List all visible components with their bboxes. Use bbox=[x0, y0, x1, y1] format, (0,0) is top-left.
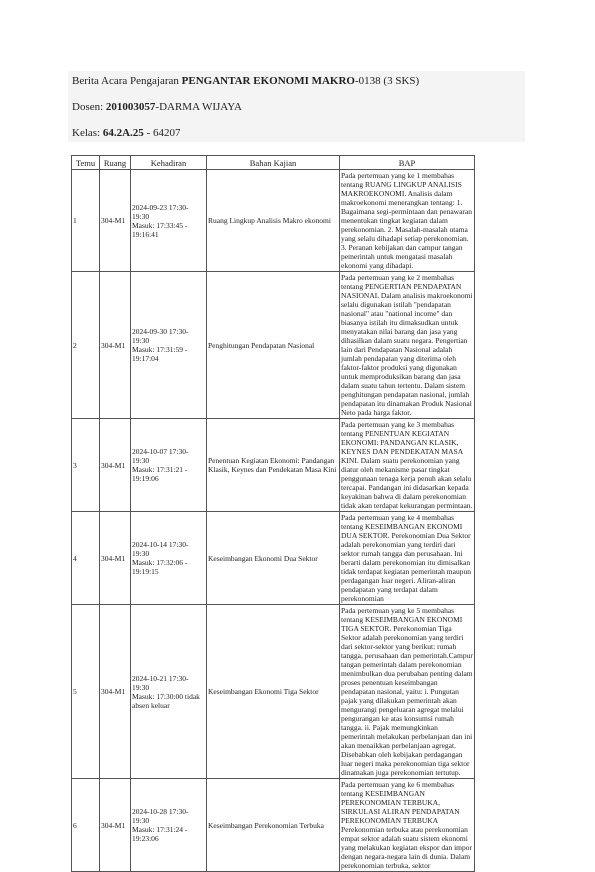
check-in: Masuk: 17:31:21 - 19:19:06 bbox=[132, 465, 188, 483]
lecturer-label: Dosen: bbox=[72, 101, 106, 113]
table-row bbox=[72, 512, 475, 605]
room: 304-M1 bbox=[100, 419, 131, 512]
attendance bbox=[131, 272, 207, 419]
attendance bbox=[131, 170, 207, 272]
header-bap: BAP bbox=[340, 156, 475, 170]
attendance bbox=[131, 419, 207, 512]
room: 304-M1 bbox=[100, 605, 131, 779]
meeting-number: 3 bbox=[72, 419, 100, 512]
schedule: 2024-10-07 17:30-19:30 bbox=[132, 447, 189, 465]
table-row bbox=[72, 779, 475, 872]
title-prefix: Berita Acara Pengajaran bbox=[72, 75, 182, 87]
attendance bbox=[131, 779, 207, 872]
table-header-row bbox=[72, 156, 475, 170]
room: 304-M1 bbox=[100, 170, 131, 272]
schedule: 2024-09-23 17:30-19:30 bbox=[132, 202, 189, 221]
topic: Keseimbangan Ekonomi Dua Sektor bbox=[207, 512, 340, 605]
topic: Penentuan Kegiatan Ekonomi: Pandangan Klasik, Keynes dan Pendekatan Masa Kini bbox=[207, 419, 340, 512]
teaching-record-table bbox=[71, 155, 475, 872]
header-bahan-kajian: Bahan Kajian bbox=[207, 156, 340, 170]
check-in: Masuk: 17:30:00 tidak absen keluar bbox=[132, 691, 200, 710]
schedule: 2024-10-14 17:30-19:30 bbox=[132, 540, 189, 558]
room: 304-M1 bbox=[100, 512, 131, 605]
schedule: 2024-09-30 17:30-19:30 bbox=[132, 327, 189, 345]
meeting-summary: Pada pertemuan yang ke 6 membahas tentang KESEIMBANGAN PEREKONOMIAN TERBUKA, SIRKULASI ALIRAN PENDAPATAN PEREKONOMIAN TERBUKA Perekonomian terbuka atau perekonomian empat sektor adalah suatu sistem ekonomi yang melakukan kegiatan ekspor dan impor dengan negara-negara lain di dunia. Dalam perekonomian terbuka, sektor bbox=[340, 779, 475, 872]
header-kehadiran: Kehadiran bbox=[131, 156, 207, 170]
header-temu: Temu bbox=[72, 156, 100, 170]
table-row bbox=[72, 272, 475, 419]
meeting-number: 6 bbox=[72, 779, 100, 872]
meeting-number: 5 bbox=[72, 605, 100, 779]
attendance bbox=[131, 512, 207, 605]
schedule: 2024-10-28 17:30-19:30 bbox=[132, 807, 189, 825]
meeting-number: 2 bbox=[72, 272, 100, 419]
lecturer-id: 201003057 bbox=[105, 101, 156, 113]
room: 304-M1 bbox=[100, 272, 131, 419]
class-code: 64.2A.25 bbox=[102, 127, 144, 139]
meeting-summary: Pada pertemuan yang ke 2 membahas tentang PENGERTIAN PENDAPATAN NASIONAL Dalam analisis makroekonomi selalu digunakan istilah "pendapatan nasional" atau "national income" dan biasanya istilah itu dimaksudkan untuk menyatakan nilai barang dan jasa yang dihasilkan dalam suatu negara. Pengertian lain dari Pendapatan Nasional adalah jumlah pendapatan yang diterima oleh faktor-faktor produksi yang digunakan untuk memproduksikan barang dan jasa dalam suatu tahun tertentu. Dalam sistem penghitungan pendapatan nasional, jumlah pendapatan itu dinamakan Produk Nasional Neto pada harga faktor. bbox=[341, 273, 473, 417]
table-row bbox=[72, 605, 475, 779]
course-name: PENGANTAR EKONOMI MAKRO bbox=[181, 75, 355, 87]
course-code: -0138 (3 SKS) bbox=[355, 75, 420, 87]
class-label: Kelas: bbox=[72, 127, 103, 139]
meeting-summary: Pada pertemuan yang ke 5 membahas tentang KESEIMBANGAN EKONOMI TIGA SEKTOR. Perekonomian Tiga Sektor adalah perekonomian yang terdiri dari sektor-sektor yang berikut: rumah tangga, perusahaan dan pemerintah.Campur tangan pemerintah dalam perekonomian menimbulkan dua perubahan penting dalam proses penentuan keseimbangan pendapatan nasional, yaitu: i. Pungutan pajak yang dilakukan pemerintah akan mengurangi pengeluaran agregat melalui pengurangan ke atas konsumsi rumah tangga. ii. Pajak memungkinkan pemerintah melakukan perbelanjaan dan ini akan menaikkan perbelanjaan agregat. Disebabkan oleh kebijakan perdagangan luar negeri maka perekonomian tiga sektor dinamakan juga perekonomian tertutup. bbox=[341, 606, 473, 777]
topic: Keseimbangan Ekonomi Tiga Sektor bbox=[207, 605, 340, 779]
meeting-number: 4 bbox=[72, 512, 100, 605]
topic: Keseimbangan Perekonomian Terbuka bbox=[207, 779, 340, 872]
meeting-summary: Pada pertemuan yang ke 3 membahas tentang PENENTUAN KEGIATAN EKONOMI: PANDANGAN KLASIK, KEYNES DAN PENDEKATAN MASA KINI. Dalam suatu perekonomian yang diatur oleh mekanisme pasar tingkat penggunaan tenaga kerja penuh akan selalu tercapai. Pandangan ini didasarkan kepada keyakinan bahwa di dalam perekonomian tidak akan terdapat kekurangan permintaan. bbox=[340, 419, 475, 512]
check-in: Masuk: 17:31:24 - 19:23:06 bbox=[132, 825, 188, 843]
check-in: Masuk: 17:31:59 - 19:17:04 bbox=[132, 345, 188, 363]
table-row bbox=[72, 419, 475, 512]
topic: Ruang Lingkup Analisis Makro ekonomi bbox=[207, 170, 340, 272]
report-header bbox=[68, 71, 525, 142]
attendance bbox=[131, 605, 207, 779]
topic: Penghitungan Pendapatan Nasional bbox=[207, 272, 340, 419]
header-ruang: Ruang bbox=[100, 156, 131, 170]
lecturer-name: -DARMA WIJAYA bbox=[155, 101, 242, 113]
meeting-summary: Pada pertemuan yang ke 1 membahas tentang RUANG LINGKUP ANALISIS MAKROEKONOMI. Analisis dalam makroekonomi menerangkan tentang: 1. Bagaimana segi-permintaan dan penawaran menentukan tingkat kegiatan dalam perekonomian. 2. Masalah-masalah utama yang selalu dihadapi setiap perekonomian. 3. Peranan kebijakan dan campur tangan pemerintah untuk mengatasi masalah ekonomi yang dihadapi. bbox=[340, 170, 475, 272]
table-row bbox=[72, 170, 475, 272]
meeting-summary: Pada pertemuan yang ke 4 membahas tentang KESEIMBANGAN EKONOMI DUA SEKTOR. Perekonomian Dua Sektor adalah perekonomian yang terdiri dari sektor rumah tangga dan perusahaan. Ini berarti dalam perekonomian itu dimisalkan tidak terdapat kegiatan pemerintah maupun perdagangan luar negeri. Aliran-aliran pendapatan yang terdapat dalam perekonomian bbox=[340, 512, 475, 605]
class-number: - 64207 bbox=[143, 127, 181, 139]
meeting-number: 1 bbox=[72, 170, 100, 272]
lecturer-line bbox=[72, 101, 242, 113]
class-line bbox=[72, 127, 180, 139]
check-in: Masuk: 17:32:06 - 19:19:15 bbox=[132, 558, 188, 576]
room: 304-M1 bbox=[100, 779, 131, 872]
check-in: Masuk: 17:33:45 - 19:16:41 bbox=[132, 220, 188, 239]
report-title bbox=[72, 75, 419, 87]
schedule: 2024-10-21 17:30-19:30 bbox=[132, 673, 189, 692]
